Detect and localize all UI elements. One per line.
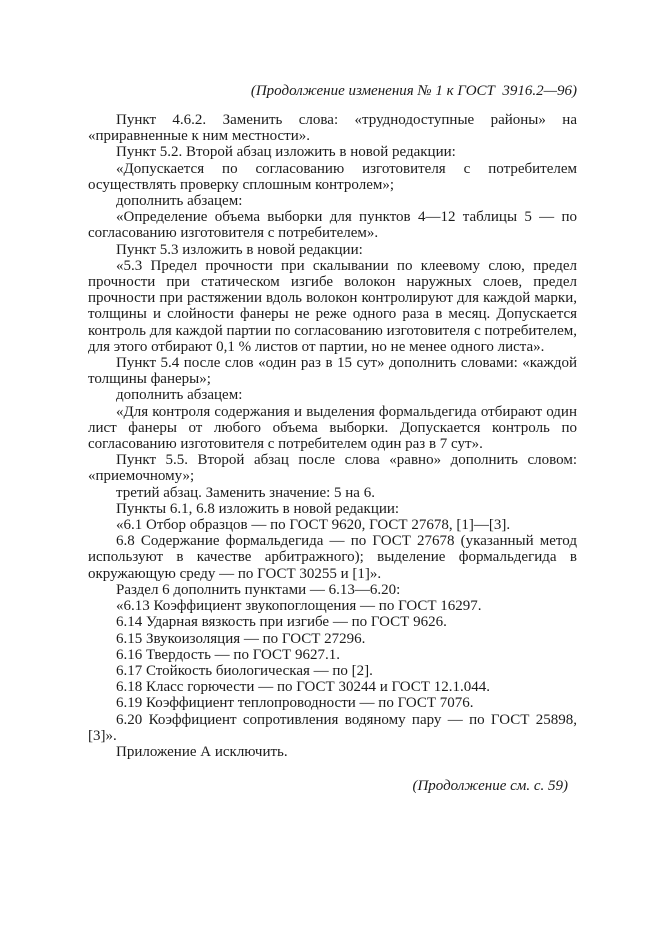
paragraph: Пункт 5.4 после слов «один раз в 15 сут» дополнить словами: «каждой толщины фанеры»;	[88, 355, 577, 388]
paragraph: Пункт 5.5. Второй абзац после слова «равно» дополнить словом: «приемочному»;	[88, 452, 577, 485]
paragraph: 6.14 Ударная вязкость при изгибе — по ГОСТ 9626.	[116, 614, 447, 631]
paragraph: «6.13 Коэффициент звукопоглощения — по ГОСТ 16297.	[116, 598, 482, 615]
paragraph: Пункты 6.1, 6.8 изложить в новой редакции:	[116, 500, 400, 517]
header-continuation-note: (Продолжение изменения № 1 к ГОСТ 3916.2—96)	[250, 83, 577, 99]
paragraph: «Допускается по согласованию изготовителя с потребителем осуществлять проверку сплошным контролем»;	[88, 160, 577, 193]
paragraph: 6.16 Твердость — по ГОСТ 9627.1.	[116, 646, 340, 663]
document-body	[88, 112, 577, 760]
paragraph: дополнить абзацем:	[116, 193, 243, 210]
paragraph: 6.20 Коэффициент сопротивления водяному пару — по ГОСТ 25898, [3]».	[88, 711, 577, 744]
paragraph: 6.17 Стойкость биологическая — по [2].	[116, 662, 373, 679]
paragraph: третий абзац. Заменить значение: 5 на 6.	[116, 484, 375, 501]
paragraph: Раздел 6 дополнить пунктами — 6.13—6.20:	[116, 581, 401, 598]
paragraph: дополнить абзацем:	[116, 387, 243, 404]
paragraph: Пункт 4.6.2. Заменить слова: «труднодоступные районы» на «приравненные к ним местности».	[88, 112, 577, 145]
paragraph: «6.1 Отбор образцов — по ГОСТ 9620, ГОСТ 27678, [1]—[3].	[116, 517, 511, 534]
footer-continuation-note: (Продолжение см. с. 59)	[412, 778, 568, 794]
paragraph: 6.19 Коэффициент теплопроводности — по ГОСТ 7076.	[116, 695, 474, 712]
paragraph: «Для контроля содержания и выделения формальдегида отбирают один лист фанеры от любого объема выборки. Допускается контроль по согласованию изготовителя с потребителем один раз в 7 сут».	[88, 403, 577, 453]
paragraph: 6.18 Класс горючести — по ГОСТ 30244 и ГОСТ 12.1.044.	[116, 679, 490, 696]
paragraph: 6.8 Содержание формальдегида — по ГОСТ 27678 (указанный метод используют в качестве арбитражного); выделение формальдегида в окружающую среду — по ГОСТ 30255 и [1]».	[88, 533, 577, 582]
paragraph: «5.3 Предел прочности при скалывании по клеевому слою, предел прочности при статическом изгибе волокон наружных слоев, предел прочности при растяжении вдоль волокон контролируют для каждой марки, толщины и слойности фанеры не реже одного раза в месяц. Допускается контроль для каждой партии по согласованию изготовителя с потребителем, для этого отбирают 0,1 % листов от партии, но не менее одного листа».	[88, 257, 577, 355]
paragraph: Приложение А исключить.	[116, 743, 288, 760]
paragraph: 6.15 Звукоизоляция — по ГОСТ 27296.	[116, 630, 366, 647]
paragraph: Пункт 5.3 изложить в новой редакции:	[116, 241, 363, 258]
paragraph: «Определение объема выборки для пунктов 4—12 таблицы 5 — по согласованию изготовителя с потребителем».	[88, 209, 577, 242]
paragraph: Пункт 5.2. Второй абзац изложить в новой редакции:	[116, 144, 456, 161]
